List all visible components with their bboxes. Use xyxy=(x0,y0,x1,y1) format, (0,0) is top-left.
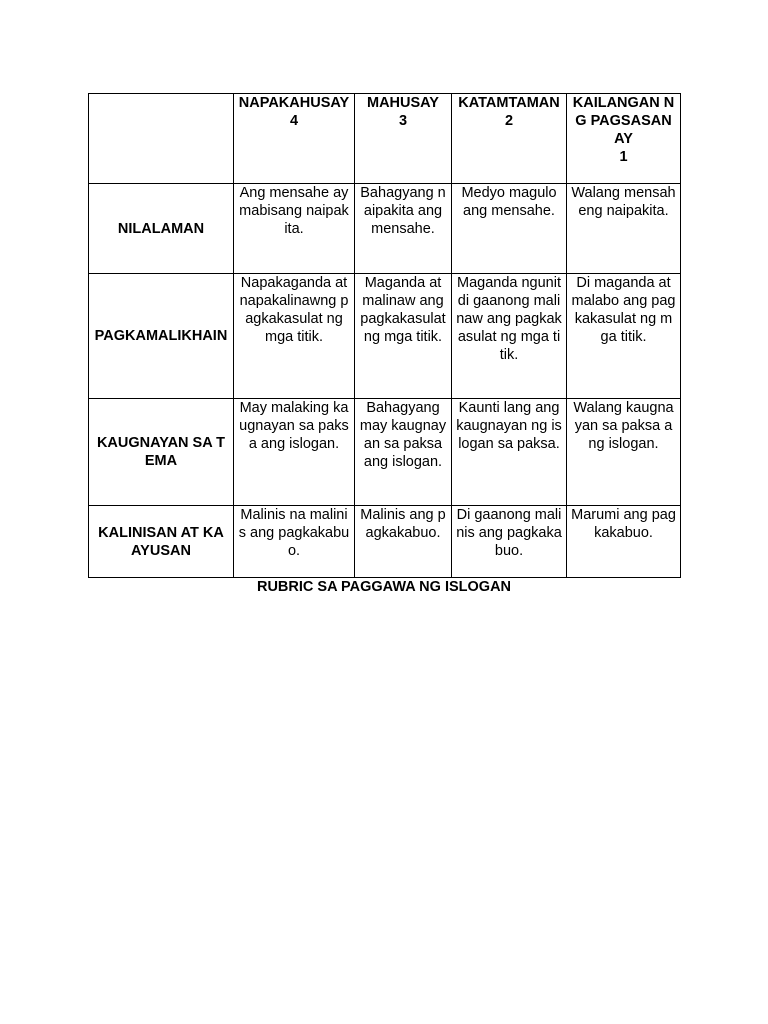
table-cell: Napakaganda at napakalinawng pagkakasulat ng mga titik. xyxy=(234,274,355,399)
header-row xyxy=(89,94,681,184)
table-cell: Ang mensahe ay mabisang naipakita. xyxy=(234,184,355,274)
table-cell: Walang mensaheng naipakita. xyxy=(567,184,681,274)
header-score: 2 xyxy=(504,113,514,129)
table-row xyxy=(89,274,681,399)
header-cell-katamtaman xyxy=(452,94,567,184)
table-cell: Marumi ang pagkakabuo. xyxy=(567,506,681,578)
header-label: MAHUSAY xyxy=(367,95,439,111)
table-cell: Medyo magulo ang mensahe. xyxy=(452,184,567,274)
header-cell-mahusay xyxy=(355,94,452,184)
table-cell: Maganda ngunit di gaanong malinaw ang pagkakasulat ng mga titik. xyxy=(452,274,567,399)
header-cell-kailangan-ng-pagsasanay xyxy=(567,94,681,184)
table-cell: Malinis na malinis ang pagkakabuo. xyxy=(234,506,355,578)
table-cell: Di maganda at malabo ang pagkakasulat ng mga titik. xyxy=(567,274,681,399)
criterion-kalinisan-at-kaayusan: KALINISAN AT KAAYUSAN xyxy=(89,506,234,578)
table-row xyxy=(89,506,681,578)
table-cell: Malinis ang pagkakabuo. xyxy=(355,506,452,578)
header-label: NAPAKAHUSAY xyxy=(238,95,350,111)
table-cell: Walang kaugnayan sa paksa ang islogan. xyxy=(567,399,681,506)
header-cell-napakahusay xyxy=(234,94,355,184)
table-cell: Maganda at malinaw ang pagkakasulat ng mga titik. xyxy=(355,274,452,399)
table-cell: Kaunti lang ang kaugnayan ng islogan sa paksa. xyxy=(452,399,567,506)
table-row xyxy=(89,184,681,274)
header-score: 3 xyxy=(398,113,408,129)
header-label: KATAMTAMAN xyxy=(458,95,560,111)
criterion-nilalaman: NILALAMAN xyxy=(89,184,234,274)
table-row xyxy=(89,399,681,506)
table-caption: RUBRIC SA PAGGAWA NG ISLOGAN xyxy=(256,579,512,595)
header-label: KAILANGAN NG PAGSASANAY xyxy=(572,95,675,147)
rubric-table xyxy=(88,93,681,578)
table-cell: Bahagyang naipakita ang mensahe. xyxy=(355,184,452,274)
criterion-pagkamalikhain: PAGKAMALIKHAIN xyxy=(89,274,234,399)
header-score: 4 xyxy=(289,113,299,129)
table-cell: Bahagyang may kaugnayan sa paksa ang islogan. xyxy=(355,399,452,506)
table-cell: Di gaanong malinis ang pagkakabuo. xyxy=(452,506,567,578)
criterion-kaugnayan-sa-tema: KAUGNAYAN SA TEMA xyxy=(89,399,234,506)
table-cell: May malaking kaugnayan sa paksa ang islogan. xyxy=(234,399,355,506)
header-corner-cell xyxy=(89,94,234,184)
header-score: 1 xyxy=(619,149,628,165)
